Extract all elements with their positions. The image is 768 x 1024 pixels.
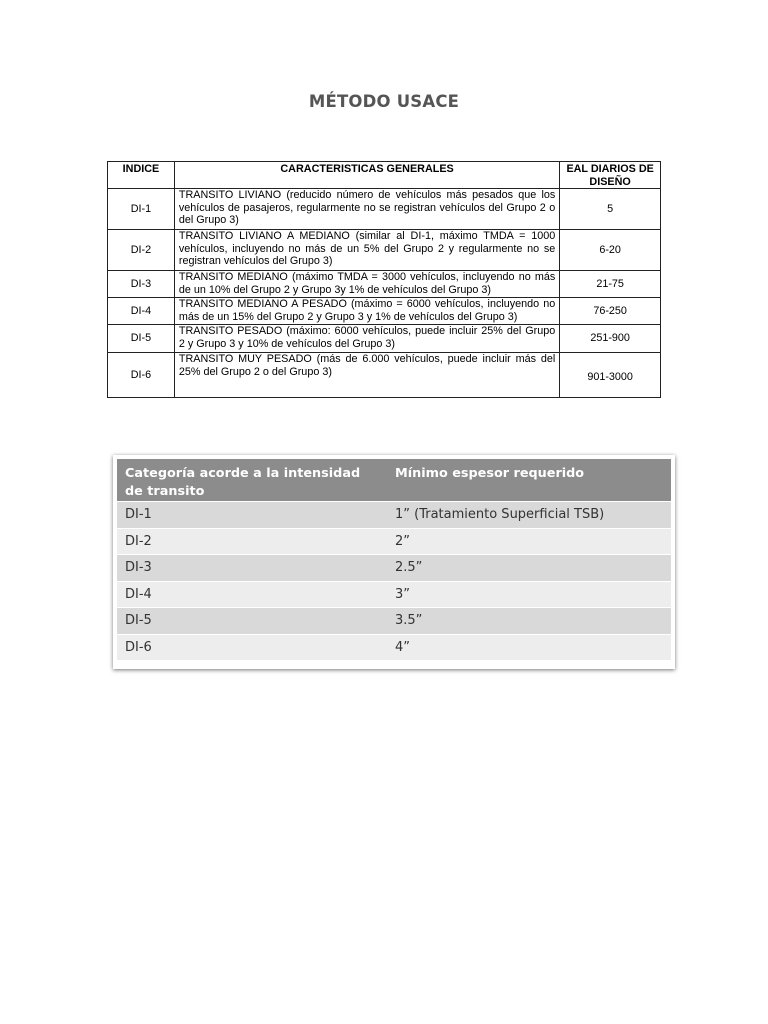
cell-eal: 76-250	[560, 298, 661, 325]
cell-categoria: DI-3	[117, 555, 387, 582]
cell-indice: DI-5	[108, 325, 175, 353]
cell-eal: 5	[560, 189, 661, 230]
espesor-header-row	[117, 459, 671, 502]
header-indice: INDICE	[108, 162, 175, 189]
cell-eal: 21-75	[560, 271, 661, 298]
cell-caracteristicas: TRANSITO MUY PESADO (más de 6.000 vehículos, puede incluir más del 25% del Grupo 2 o del Grupo 3)	[174, 353, 559, 398]
cell-espesor: 2”	[387, 528, 671, 555]
cell-espesor: 3.5”	[387, 608, 671, 635]
cell-caracteristicas: TRANSITO LIVIANO A MEDIANO (similar al DI-1, máximo TMDA = 1000 vehículos, incluyendo no más de un 5% del Grupo 2 y regularmente no se registran vehículos del Grupo 3)	[174, 230, 559, 271]
cell-caracteristicas: TRANSITO LIVIANO (reducido número de vehículos más pesados que los vehículos de pasajeros, regularmente no se registran vehículos del Grupo 2 o del Grupo 3)	[174, 189, 559, 230]
cell-eal: 251-900	[560, 325, 661, 353]
table-row	[108, 325, 661, 353]
table-row	[117, 528, 671, 555]
cell-indice: DI-6	[108, 353, 175, 398]
header-caracteristicas: CARACTERISTICAS GENERALES	[174, 162, 559, 189]
usace-header-row	[108, 162, 661, 189]
table-row	[117, 555, 671, 582]
cell-espesor: 1” (Tratamiento Superficial TSB)	[387, 502, 671, 529]
cell-categoria: DI-4	[117, 581, 387, 608]
cell-eal: 6-20	[560, 230, 661, 271]
cell-categoria: DI-1	[117, 502, 387, 529]
table-row	[117, 502, 671, 529]
cell-caracteristicas: TRANSITO MEDIANO (máximo TMDA = 3000 vehículos, incluyendo no más de un 10% del Grupo 2 y Grupo 3y 1% de vehículos del Grupo 3)	[174, 271, 559, 298]
cell-espesor: 2.5”	[387, 555, 671, 582]
header-espesor: Mínimo espesor requerido	[387, 459, 671, 502]
table-row	[108, 353, 661, 398]
cell-espesor: 4”	[387, 634, 671, 660]
cell-categoria: DI-5	[117, 608, 387, 635]
cell-caracteristicas: TRANSITO MEDIANO A PESADO (máximo = 6000 vehículos, incluyendo no más de un 15% del Grupo 2 y Grupo 3 y 1% de vehículos del Grupo 3)	[174, 298, 559, 325]
espesor-table-image	[113, 455, 675, 669]
table-row	[108, 271, 661, 298]
table-row	[117, 608, 671, 635]
cell-categoria: DI-6	[117, 634, 387, 660]
table-row	[117, 634, 671, 660]
table-row	[108, 189, 661, 230]
cell-categoria: DI-2	[117, 528, 387, 555]
table-row	[108, 230, 661, 271]
header-eal: EAL DIARIOS DE DISEÑO	[560, 162, 661, 189]
cell-indice: DI-2	[108, 230, 175, 271]
cell-espesor: 3”	[387, 581, 671, 608]
espesor-table	[117, 459, 671, 660]
page-title: MÉTODO USACE	[308, 92, 460, 111]
cell-caracteristicas: TRANSITO PESADO (máximo: 6000 vehículos, puede incluir 25% del Grupo 2 y Grupo 3 y 10% de vehículos del Grupo 3)	[174, 325, 559, 353]
cell-indice: DI-1	[108, 189, 175, 230]
table-row	[108, 298, 661, 325]
cell-eal: 901-3000	[560, 353, 661, 398]
cell-indice: DI-3	[108, 271, 175, 298]
header-categoria: Categoría acorde a la intensidad de transito	[117, 459, 387, 502]
usace-table	[107, 161, 661, 398]
table-row	[117, 581, 671, 608]
cell-indice: DI-4	[108, 298, 175, 325]
